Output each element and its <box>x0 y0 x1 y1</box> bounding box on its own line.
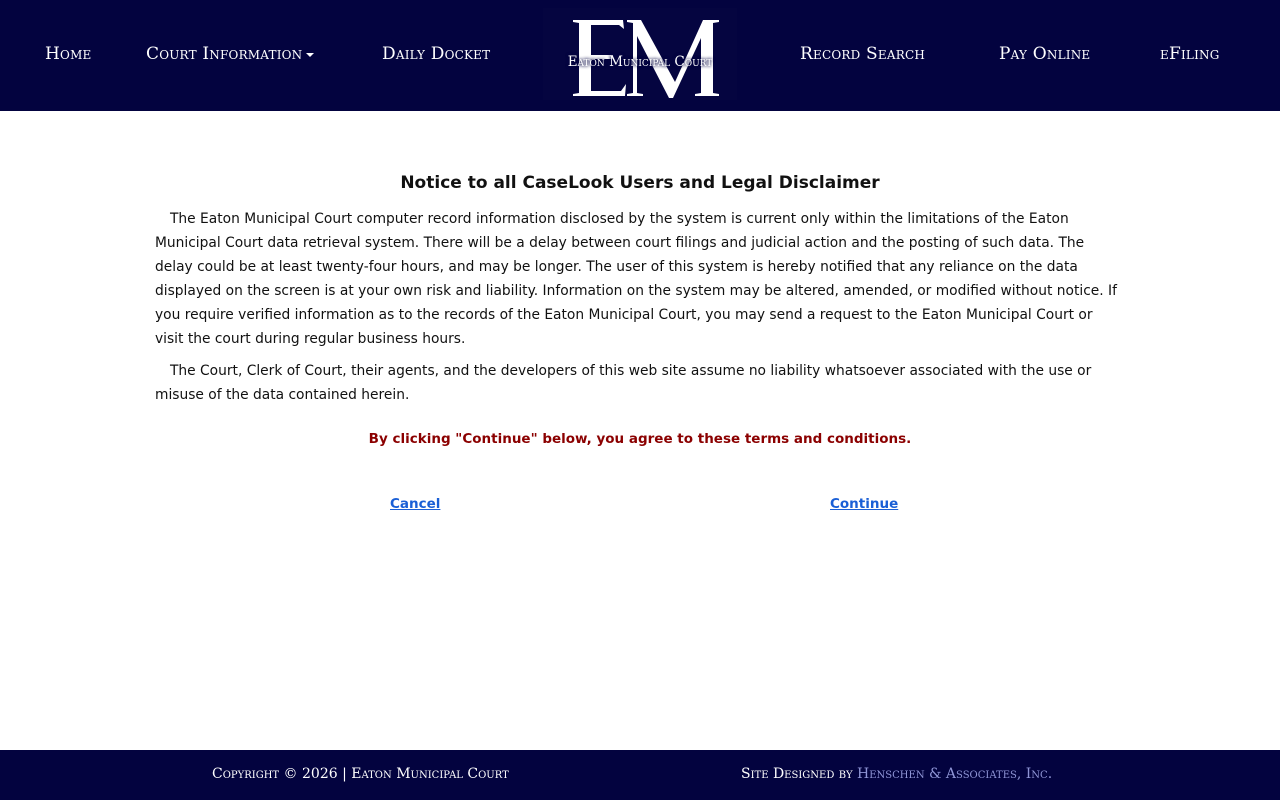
agreement-notice: By clicking "Continue" below, you agree to these terms and conditions. <box>368 431 912 447</box>
designer-link[interactable]: Henschen & Associates, Inc. <box>857 766 1053 782</box>
logo-court-name: Eaton Municipal Court <box>567 54 713 70</box>
designer-credit <box>741 766 1052 782</box>
copyright-text: Copyright © 2026 | Eaton Municipal Court <box>212 766 509 782</box>
continue-link[interactable]: Continue <box>830 496 899 512</box>
nav-home[interactable]: Home <box>45 44 92 64</box>
nav-efiling[interactable]: eFiling <box>1160 44 1220 64</box>
court-logo[interactable] <box>543 8 737 100</box>
nav-daily-docket[interactable]: Daily Docket <box>382 44 491 64</box>
liability-paragraph: The Court, Clerk of Court, their agents, and the developers of this web site assume no liability whatsoever associated with the use or misuse of the data contained herein. <box>155 363 1092 403</box>
nav-court-information[interactable] <box>146 44 314 64</box>
chevron-down-icon <box>306 53 314 57</box>
designed-by-label: Site Designed by <box>741 766 853 782</box>
nav-court-information-label: Court Information <box>146 44 303 64</box>
disclaimer-paragraph: The Eaton Municipal Court computer record information disclosed by the system is current only within the limitations of the Eaton Municipal Court data retrieval system. There will be a delay between court filings and judicial action and the posting of such data. The delay could be at least twenty-four hours, and may be longer. The user of this system is hereby notified that any reliance on the data displayed on the screen is at your own risk and liability. Information on the system may be altered, amended, or modified without notice. If you require verified information as to the records of the Eaton Municipal Court, you may send a request to the Eaton Municipal Court or visit the court during regular business hours. <box>155 211 1117 347</box>
disclaimer-content <box>155 111 1125 536</box>
page-title: Notice to all CaseLook Users and Legal Disclaimer <box>400 173 880 193</box>
site-header <box>0 0 1280 111</box>
site-footer <box>0 750 1280 800</box>
action-links <box>155 496 1125 536</box>
cancel-link[interactable]: Cancel <box>390 496 441 512</box>
nav-record-search[interactable]: Record Search <box>800 44 925 64</box>
nav-pay-online[interactable]: Pay Online <box>999 44 1091 64</box>
